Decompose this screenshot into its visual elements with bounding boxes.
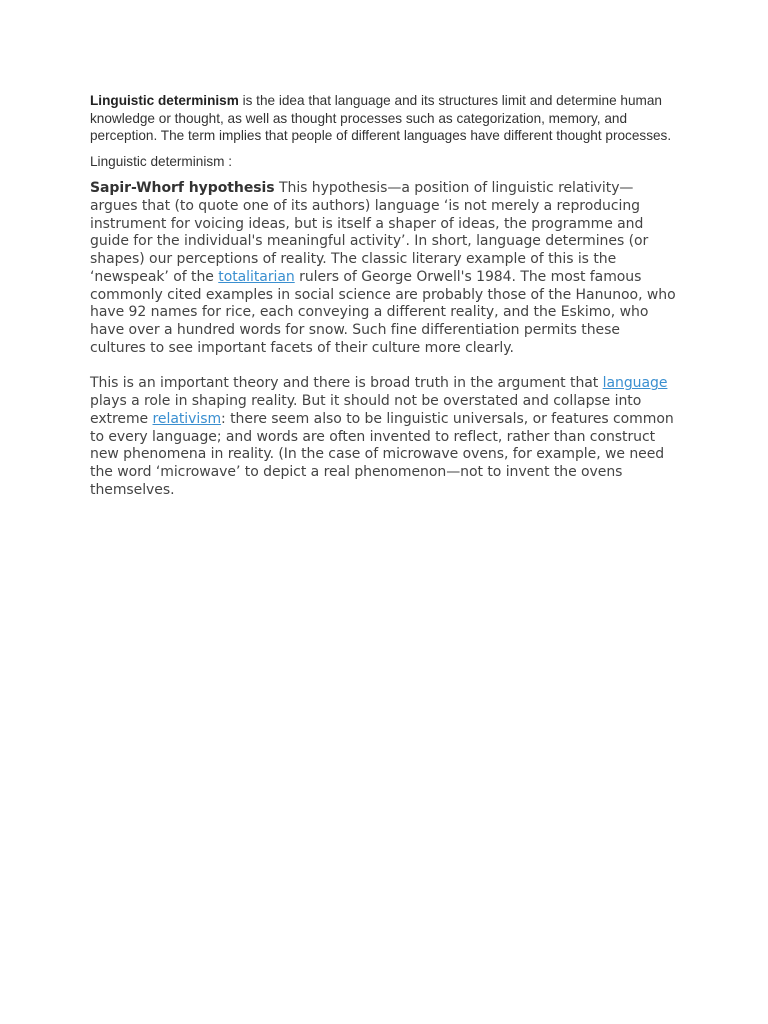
intro-definition: is the idea that language and its structures limit and determine human knowledge or thought, as well as thought processes such as categorization, memory, and perception. The term implies that people of different languages have different thought processes. xyxy=(90,93,672,144)
argument-text-3: : there seem also to be linguistic universals, or features common to every language; and words are often invented to reflect, rather than construct new phenomena in reality. (In the case of microwave ovens, for example, we need the word ‘microwave’ to depict a real phenomenon—not to invent the ovens themselves. xyxy=(90,410,674,498)
totalitarian-link[interactable]: totalitarian xyxy=(218,268,295,285)
sapir-whorf-term: Sapir-Whorf hypothesis xyxy=(90,180,275,197)
relativism-link[interactable]: relativism xyxy=(152,410,222,427)
argument-text-2: plays a role in shaping reality. But it should not be overstated and collapse into extreme xyxy=(90,393,642,427)
intro-term: Linguistic determinism xyxy=(90,93,239,108)
language-link[interactable]: language xyxy=(602,375,668,392)
sapir-whorf-text-1: This hypothesis—a position of linguistic relativity—argues that (to quote one of its authors) language ‘is not merely a reproducing instrument for voicing ideas, but is itself a shaper of ideas, the programme and guide for the individual's meaningful activity’. In short, language determines (or shapes) our perceptions of reality. The classic literary example of this is the ‘newspeak’ of the xyxy=(90,180,649,285)
document-page xyxy=(90,92,680,499)
section-subheading: Linguistic determinism : xyxy=(90,153,233,169)
argument-text-1: This is an important theory and there is broad truth in the argument that xyxy=(90,375,603,392)
intro-paragraph xyxy=(90,92,680,145)
argument-paragraph xyxy=(90,375,680,499)
sapir-whorf-paragraph xyxy=(90,180,680,357)
sapir-whorf-text-2: rulers of George Orwell's 1984. The most famous commonly cited examples in social science are probably those of the Hanunoo, who have 92 names for rice, each conveying a different reality, and the Eskimo, who have over a hundred words for snow. Such fine differentiation permits these cultures to see important facets of their culture more clearly. xyxy=(90,268,676,356)
